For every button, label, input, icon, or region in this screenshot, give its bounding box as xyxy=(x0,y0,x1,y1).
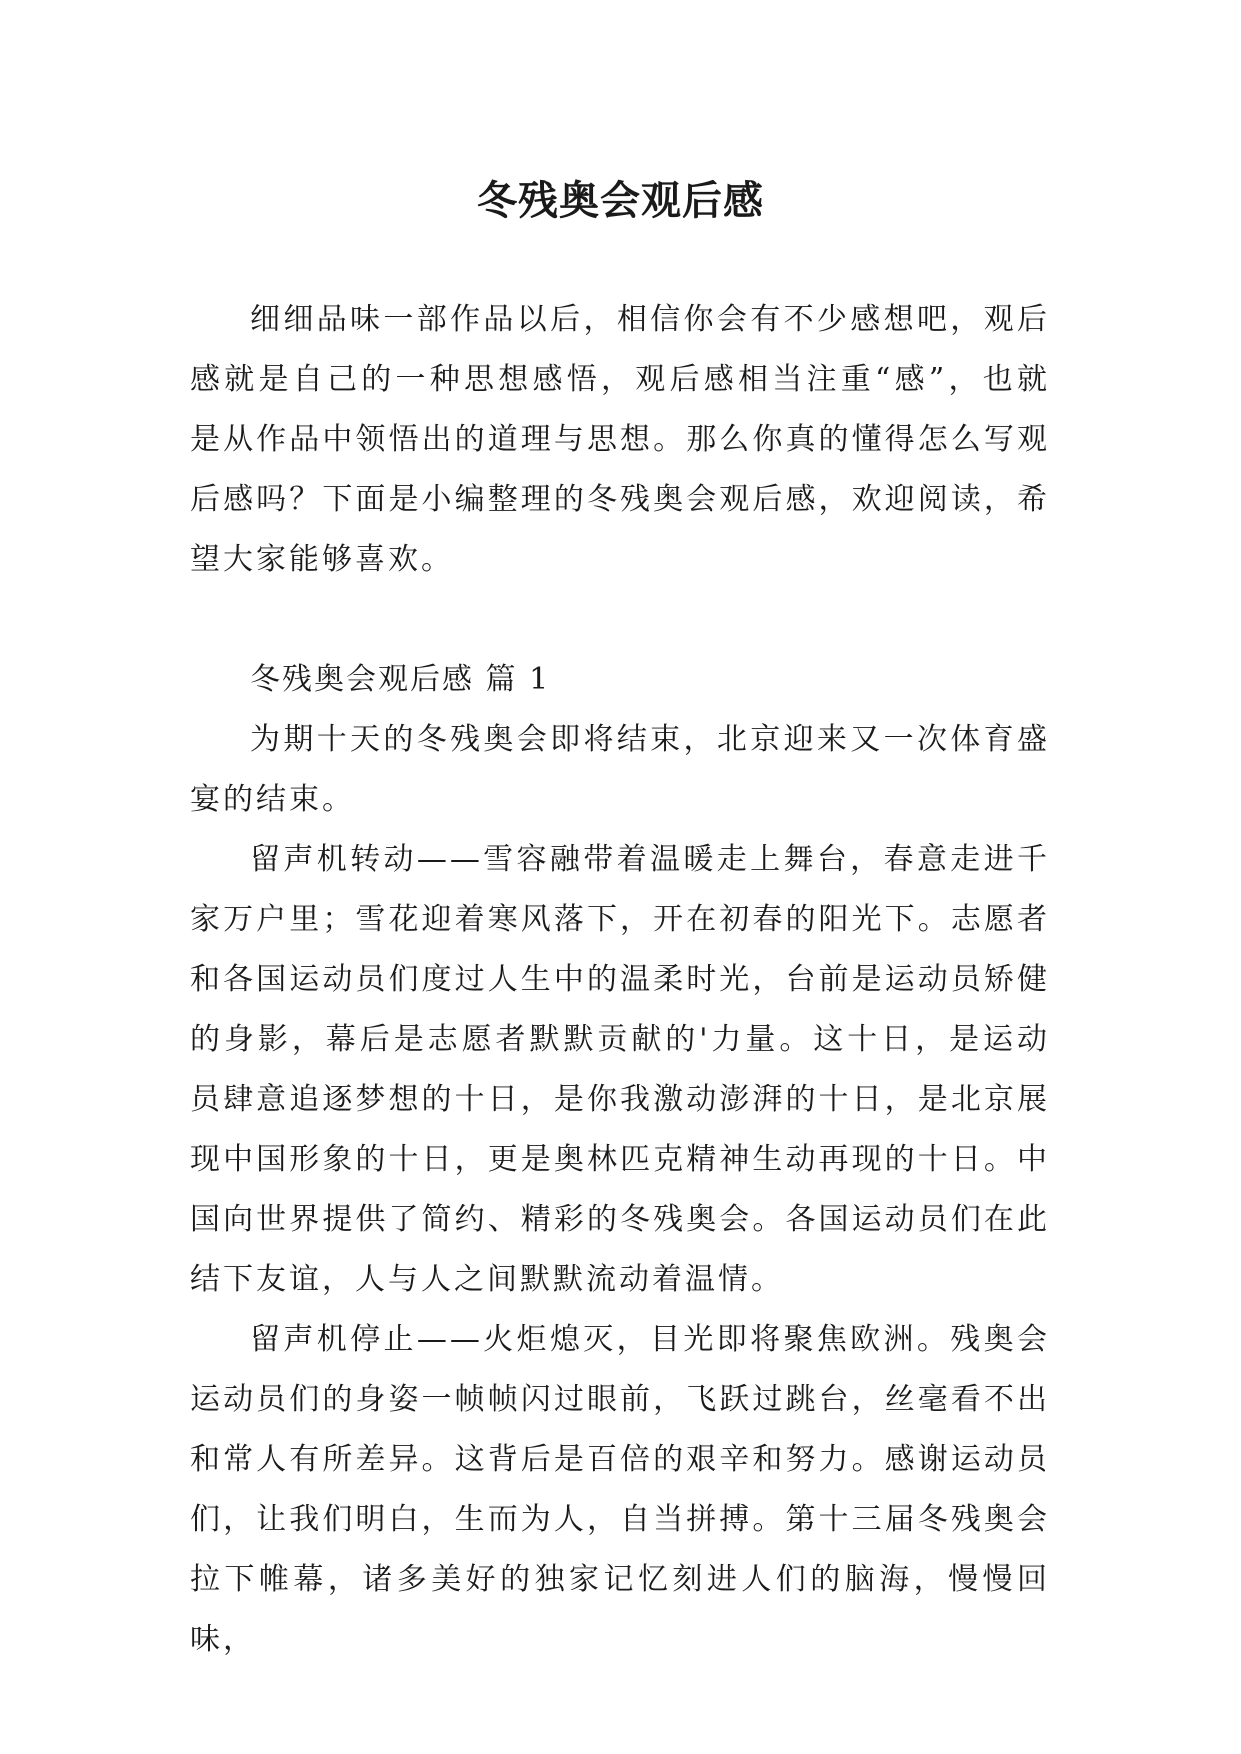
intro-paragraph: 细细品味一部作品以后，相信你会有不少感想吧，观后感就是自己的一种思想感悟，观后感相当注重“感”，也就是从作品中领悟出的道理与思想。那么你真的懂得怎么写观后感吗？下面是小编整理的冬残奥会观后感，欢迎阅读，希望大家能够喜欢。 xyxy=(190,302,1050,577)
section-heading: 冬残奥会观后感 篇 1 xyxy=(250,662,551,697)
document-body xyxy=(190,290,1050,1670)
body-paragraph: 留声机停止——火炬熄灭，目光即将聚焦欧洲。残奥会运动员们的身姿一帧帧闪过眼前，飞跃过跳台，丝毫看不出和常人有所差异。这背后是百倍的艰辛和努力。感谢运动员们，让我们明白，生而为人，自当拼搏。第十三届冬残奥会拉下帷幕，诸多美好的独家记忆刻进人们的脑海，慢慢回味， xyxy=(190,1322,1050,1657)
body-paragraph: 为期十天的冬残奥会即将结束，北京迎来又一次体育盛宴的结束。 xyxy=(190,722,1050,817)
document-title: 冬残奥会观后感 xyxy=(477,176,764,224)
body-paragraph: 留声机转动——雪容融带着温暖走上舞台，春意走进千家万户里；雪花迎着寒风落下，开在初春的阳光下。志愿者和各国运动员们度过人生中的温柔时光，台前是运动员矫健的身影，幕后是志愿者默默贡献的'力量。这十日，是运动员肆意追逐梦想的十日，是你我激动澎湃的十日，是北京展现中国形象的十日，更是奥林匹克精神生动再现的十日。中国向世界提供了简约、精彩的冬残奥会。各国运动员们在此结下友谊，人与人之间默默流动着温情。 xyxy=(190,842,1050,1297)
